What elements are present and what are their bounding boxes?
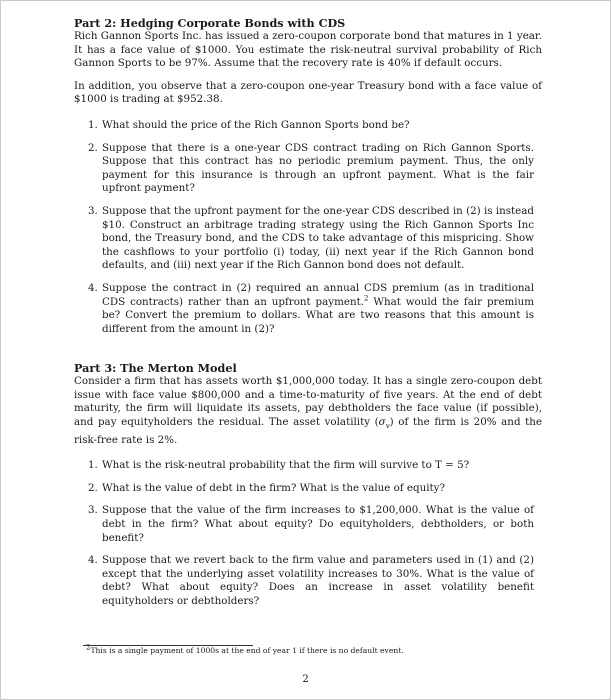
part3-question-list bbox=[74, 459, 542, 608]
question-text: Suppose that the upfront payment for the one-year CDS described in (2) is instead $10. Construct an arbitrage trading strategy using the Rich Gannon Sports Inc bond, the Treasury bond, and the CDS to take advantage of this mispricing. Show the cashflows to your portfolio (i) today, (ii) next year if the Rich Gannon bond defaults, and (iii) next year if the Rich Gannon bond does not default. bbox=[102, 204, 534, 272]
part2-question-1 bbox=[74, 119, 542, 133]
question-number: 2. bbox=[88, 481, 98, 494]
part2-question-4 bbox=[74, 282, 542, 336]
footnote-reference[interactable]: 2 bbox=[364, 294, 369, 303]
question-number: 3. bbox=[88, 204, 98, 217]
part2-intro: Rich Gannon Sports Inc. has issued a zero-coupon corporate bond that matures in 1 year. It has a face value of $1000. You estimate the risk-neutral survival probability of Rich Gannon Sports to be 97%. Assume that the recovery rate is 40% if default occurs. bbox=[74, 30, 542, 70]
question-number: 1. bbox=[88, 118, 98, 131]
question-text: What is the risk-neutral probability that the firm will survive to T = 5? bbox=[102, 459, 470, 472]
sigma-subscript: v bbox=[385, 422, 390, 431]
part3-question-3 bbox=[74, 504, 542, 545]
question-text-before: Suppose the contract in (2) required an annual CDS premium (as in traditional CDS contracts) rather than an upfront payment. bbox=[102, 281, 534, 308]
question-number: 3. bbox=[88, 504, 98, 517]
question-number: 1. bbox=[88, 459, 98, 472]
part2-addition: In addition, you observe that a zero-coupon one-year Treasury bond with a face value of $1000 is trading at $952.38. bbox=[74, 79, 542, 106]
part3-question-4 bbox=[74, 554, 542, 608]
part2-section bbox=[74, 16, 542, 336]
question-text: Suppose that there is a one-year CDS contract trading on Rich Gannon Sports. Suppose that this contract has no periodic premium payment. Thus, the only payment for this insurance is through an upfront payment. What is the fair upfront payment? bbox=[102, 141, 534, 195]
question-text: Suppose that the value of the firm increases to $1,200,000. What is the value of debt in the firm? What about equity? Do equityholders, debtholders, or both benefit? bbox=[102, 504, 534, 544]
question-text: Suppose that we revert back to the firm value and parameters used in (1) and (2) except that the underlying asset volatility increases to 30%. What is the value of debt? What about equity? Does an increase in asset volatility benefit equityholders or debtholders? bbox=[102, 554, 534, 608]
question-number: 4. bbox=[88, 554, 98, 567]
part2-question-3 bbox=[74, 205, 542, 273]
footnote bbox=[86, 643, 404, 656]
part3-question-2 bbox=[74, 482, 542, 496]
footnote-text: This is a single payment of 1000s at the end of year 1 if there is no default event. bbox=[90, 646, 404, 655]
part3-intro-before: Consider a firm that has assets worth $1,000,000 today. It has a single zero-coupon debt issue with face value $800,000 and a time-to-maturity of five years. At the end of debt maturity, the firm will liquidate its assets, pay debtholders the face value (if possible), and pay equityholders the residual. The asset volatility ( bbox=[74, 375, 542, 429]
question-number: 2. bbox=[88, 141, 98, 154]
part3-question-1 bbox=[74, 459, 542, 473]
question-text-after: What would the fair premium be? Convert the premium to dollars. What are two reasons that this amount is different from the amount in (2)? bbox=[102, 295, 534, 335]
part2-question-list bbox=[74, 119, 542, 336]
part2-question-2 bbox=[74, 142, 542, 196]
sigma-symbol: σ bbox=[378, 416, 386, 429]
document-page bbox=[74, 16, 542, 618]
question-text: What is the value of debt in the firm? What is the value of equity? bbox=[102, 481, 446, 494]
page-number: 2 bbox=[302, 674, 309, 685]
part3-heading: Part 3: The Merton Model bbox=[74, 361, 237, 376]
part3-intro bbox=[74, 375, 542, 447]
question-number: 4. bbox=[88, 281, 98, 294]
question-text: What should the price of the Rich Gannon Sports bond be? bbox=[102, 118, 410, 131]
part2-heading: Part 2: Hedging Corporate Bonds with CDS bbox=[74, 16, 346, 30]
part3-intro-after: ) of the firm is 20% and the risk-free rate is 2%. bbox=[74, 416, 542, 446]
part3-section bbox=[74, 361, 542, 608]
footnote-mark: 2 bbox=[86, 643, 91, 652]
